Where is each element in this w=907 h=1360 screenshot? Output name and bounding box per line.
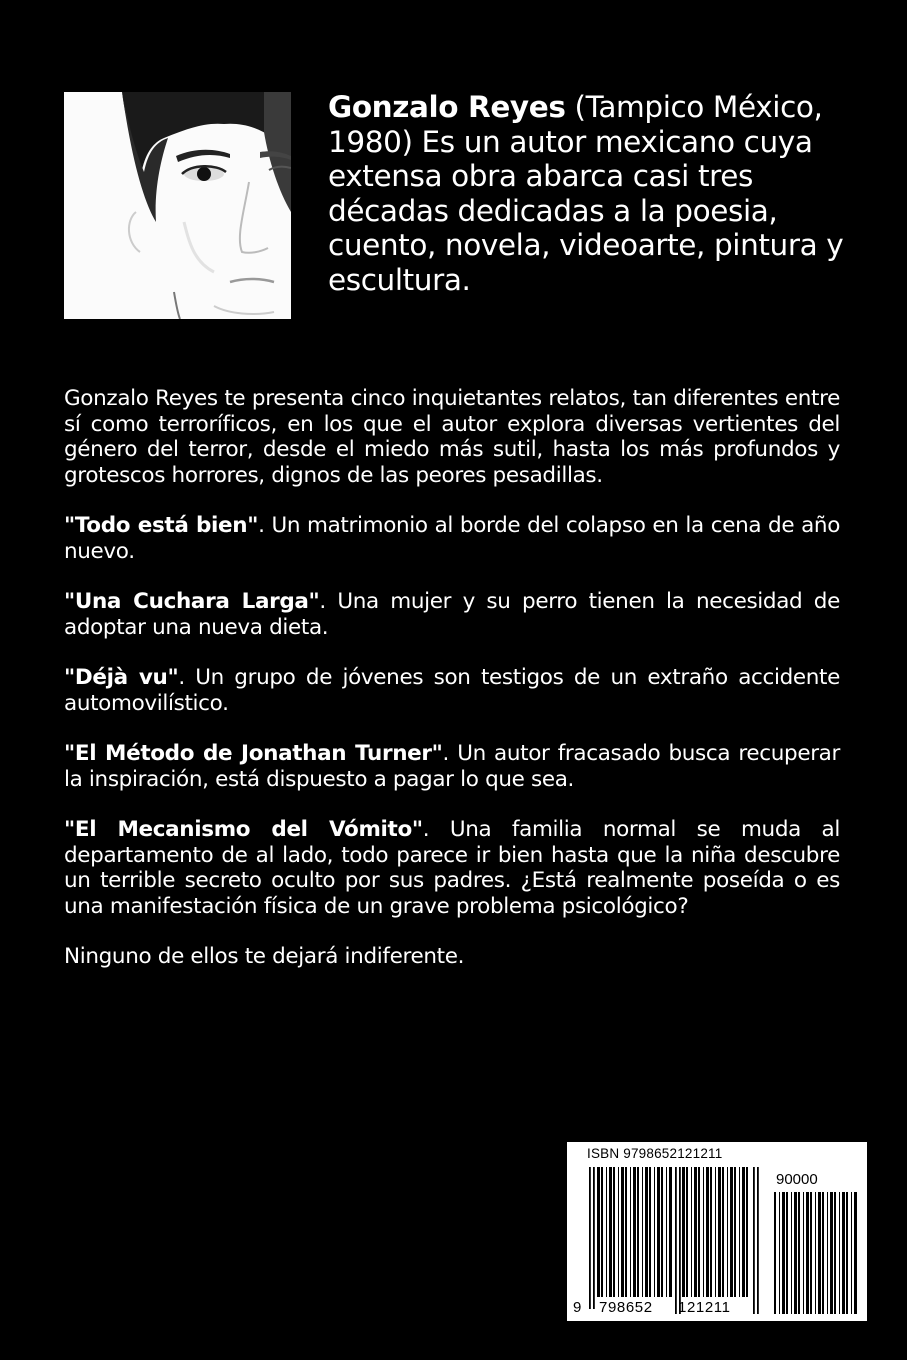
blurb-intro: Gonzalo Reyes te presenta cinco inquietantes relatos, tan diferentes entre sí como terroríficos, en los que el autor explora diversas vertientes del género del terror, desde el miedo más sutil, hasta los más profundos y grotescos horrores, dignos de las peores pesadillas. [64,386,840,488]
story-description: . Una mujer y su perro tienen la necesidad de adoptar una nueva dieta. [64,589,840,640]
barcode-guard-bar [593,1167,595,1309]
barcode-bars [567,1142,869,1323]
story-description: . Un autor fracasado busca recuperar la inspiración, está dispuesto a pagar lo que sea. [64,741,840,792]
barcode-bar [657,1167,660,1297]
barcode-bar [609,1167,612,1297]
story-title: "El Método de Jonathan Turner" [64,741,443,766]
author-bio [328,90,848,297]
barcode-bar [698,1167,700,1297]
barcode-bar [649,1167,651,1297]
story-description: . Una familia normal se muda al departamento de al lado, todo parece ir bien hasta que la niña descubre un terrible secreto oculto por sus padres. ¿Está realmente poseída o es una manifestación física de un grave problema psicológico? [64,817,840,919]
story-title: "El Mecanismo del Vómito" [64,817,423,842]
barcode-bar [854,1192,857,1314]
story-entry [64,589,840,640]
barcode-bar [606,1167,607,1297]
barcode-digit-first: 9 [573,1299,582,1316]
author-name: Gonzalo Reyes [328,90,566,124]
story-title: "Déjà vu" [64,665,179,690]
story-description: . Un matrimonio al borde del colapso en la cena de año nuevo. [64,513,840,564]
barcode-bar [703,1167,704,1297]
barcode-bar [827,1192,828,1314]
barcode-bar [727,1167,728,1297]
barcode-bar [746,1167,748,1297]
barcode-bar [834,1192,836,1314]
barcode-guard-bar [675,1167,677,1314]
barcode-bar [621,1167,624,1297]
barcode-bar [786,1192,788,1314]
isbn-label: ISBN 9798652121211 [587,1146,723,1161]
barcode-digits-left: 798652 [599,1299,653,1316]
barcode-bar [839,1192,840,1314]
barcode-bar [630,1167,631,1297]
story-description: . Un grupo de jóvenes son testigos de un extraño accidente automovilístico. [64,665,840,716]
barcode-bar [694,1167,697,1297]
barcode-bar [739,1167,740,1297]
barcode-bar [815,1192,816,1314]
barcode-bar [742,1167,745,1297]
barcode-guard-bar [589,1167,591,1309]
story-entry [64,513,840,564]
story-entry [64,741,840,792]
barcode-guard-bar [679,1167,681,1314]
barcode-bar [613,1167,615,1297]
barcode-bar [666,1167,667,1297]
barcode-bar [645,1167,648,1297]
author-photo [64,92,291,319]
author-portrait-icon [64,92,291,319]
barcode-bar [625,1167,627,1297]
barcode-bar [779,1192,780,1314]
barcode-bar [810,1192,812,1314]
barcode-bar [794,1192,797,1314]
story-entry [64,665,840,716]
story-entry [64,817,840,919]
story-title: "Todo está bien" [64,513,259,538]
barcode-bar [842,1192,845,1314]
book-blurb [64,386,840,995]
barcode-bar [682,1167,685,1297]
blurb-closing: Ninguno de ellos te dejará indiferente. [64,944,465,969]
barcode-bar [633,1167,636,1297]
barcode-bar [822,1192,824,1314]
price-code: 90000 [776,1171,818,1188]
author-bio-text: (Tampico México, 1980) Es un autor mexicano cuya extensa obra abarca casi tres décadas dedicadas a la poesia, cuento, novela, videoarte, pintura y escultura. [328,90,844,297]
barcode-bar [654,1167,655,1297]
barcode-bar [774,1192,776,1314]
barcode-bar [791,1192,792,1314]
barcode-bar [686,1167,688,1297]
barcode-bar [601,1167,603,1297]
barcode-bar [722,1167,724,1297]
barcode-bar [597,1167,600,1297]
barcode-bar [730,1167,733,1297]
barcode-guard-bar [753,1167,755,1314]
barcode-bar [798,1192,800,1314]
barcode-guard-bar [757,1167,759,1314]
barcode-bar [710,1167,712,1297]
story-title: "Una Cuchara Larga" [64,589,320,614]
barcode-bar [830,1192,833,1314]
barcode-bar [637,1167,639,1297]
barcode-bar [706,1167,709,1297]
barcode-bar [782,1192,785,1314]
barcode-digits-right: 121211 [678,1299,731,1316]
barcode-bar [734,1167,736,1297]
barcode-bar [642,1167,643,1297]
isbn-barcode [566,1141,868,1322]
barcode-bar [803,1192,804,1314]
barcode-bar [661,1167,663,1297]
barcode-bar [715,1167,716,1297]
barcode-bar [851,1192,852,1314]
barcode-bar [846,1192,848,1314]
barcode-bar [806,1192,809,1314]
barcode-bar [618,1167,619,1297]
barcode-bar [818,1192,821,1314]
barcode-bar [718,1167,721,1297]
barcode-bar [669,1167,672,1297]
barcode-bar [691,1167,692,1297]
